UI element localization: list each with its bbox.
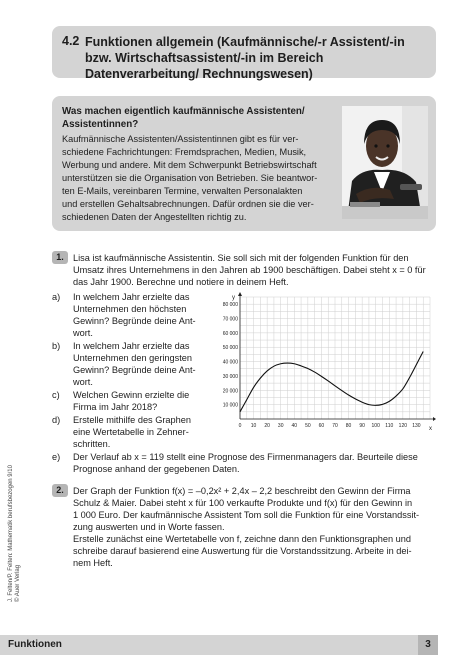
subtask-line: Erstelle mithilfe des Graphen bbox=[73, 415, 191, 425]
intro-line: Werbung und andere. Mit dem Schwerpunkt Betriebswirtschaft bbox=[62, 160, 317, 170]
intro-line: schiedene Fachrichtungen: Fremdsprachen, Medien, Musik, bbox=[62, 147, 307, 157]
section-number: 4.2 bbox=[62, 34, 80, 48]
x-tick-label: 100 bbox=[371, 423, 380, 429]
y-tick-label: 40 000 bbox=[222, 359, 238, 366]
side-credit-line: © Auer Verlag bbox=[15, 564, 21, 602]
x-tick-label: 70 bbox=[332, 423, 338, 429]
task-text-line: Umsatz ihres Unternehmens in den Jahren ab 1900 beschäftigen. Dabei steht x = 0 für bbox=[73, 265, 426, 275]
side-credit bbox=[8, 465, 22, 602]
intro-line: und erstellen Gehaltsabrechnungen. Dafür ordnen sie die ver- bbox=[62, 199, 314, 209]
subtask-line: Unternehmen den geringsten bbox=[73, 353, 193, 363]
subtask-line: Prognose anhand der gegebenen Daten. bbox=[73, 464, 240, 474]
x-tick-label: 10 bbox=[250, 423, 257, 429]
subtask-label: d) bbox=[52, 415, 61, 425]
intro-line: Kaufmännische Assistenten/Assistentinnen gibt es für ver- bbox=[62, 134, 299, 144]
y-axis-label: y bbox=[232, 295, 235, 301]
task-text-line: Lisa ist kaufmännische Assistentin. Sie soll sich mit der folgenden Funktion für den bbox=[73, 253, 409, 263]
x-axis-label: x bbox=[429, 426, 432, 432]
subtask-label: e) bbox=[52, 452, 61, 462]
profit-curve bbox=[240, 352, 423, 412]
task-text-line: Erstelle zunächst eine Wertetabelle von f, zeichne dann den Funktionsgraphen und bbox=[73, 534, 411, 544]
y-tick-label: 80 000 bbox=[222, 302, 238, 309]
task-text-line: Schulz & Maier. Dabei steht x für 100 verkaufte Produkte und f(x) für den Gewinn in bbox=[73, 498, 413, 508]
subtask-line: Gewinn? Begründe deine Ant- bbox=[73, 365, 196, 375]
x-tick-label: 40 bbox=[291, 423, 298, 429]
section-title: Funktionen allgemein (Kaufmännische/-r Assistent/-in bzw. Wirtschaftsassistent/-in im Bereich Datenverarbeitung/ Rechnungswesen) bbox=[85, 35, 405, 81]
x-tick-label: 60 bbox=[318, 423, 325, 429]
subtask-line: wort. bbox=[73, 328, 93, 338]
task-text-line: nem Heft. bbox=[73, 558, 113, 568]
woman-at-desk-photo bbox=[342, 106, 428, 219]
y-tick-label: 60 000 bbox=[222, 330, 238, 337]
x-tick-label: 110 bbox=[385, 423, 394, 429]
task-text-line: Der Graph der Funktion f(x) = –0,2x² + 2,4x – 2,2 beschreibt den Gewinn der Firma bbox=[73, 486, 411, 496]
intro-line: schiedenen Daten der Angestellten richtig zu. bbox=[62, 212, 247, 222]
subtask-line: eine Wertetabelle in Zehner- bbox=[73, 427, 189, 437]
task-text-line: 1 000 Euro. Der kaufmännische Assistent Tom soll die Funktion für eine Vorstandssit- bbox=[73, 510, 420, 520]
task-text-line: zung auswerten und in Worte fassen. bbox=[73, 522, 225, 532]
subtask-line: schritten. bbox=[73, 439, 111, 449]
x-tick-label: 0 bbox=[238, 423, 242, 429]
subtask-line: Unternehmen den höchsten bbox=[73, 304, 187, 314]
x-tick-label: 120 bbox=[398, 423, 408, 429]
footer-chapter-label: Funktionen bbox=[8, 639, 62, 650]
subtask-label: b) bbox=[52, 341, 61, 351]
x-tick-label: 50 bbox=[305, 423, 311, 429]
subtask-line: Firma im Jahr 2018? bbox=[73, 402, 158, 412]
y-tick-label: 10 000 bbox=[222, 402, 238, 409]
subtask-label: c) bbox=[52, 390, 60, 400]
profit-function-graph bbox=[222, 292, 436, 438]
subtask-label: a) bbox=[52, 292, 61, 302]
subtask-line: In welchem Jahr erzielte das bbox=[73, 341, 190, 351]
x-tick-label: 80 bbox=[345, 423, 352, 429]
subtask-line: In welchem Jahr erzielte das bbox=[73, 292, 190, 302]
page-number: 3 bbox=[425, 639, 431, 650]
y-tick-label: 50 000 bbox=[222, 345, 238, 352]
task-text-line: schreibe darauf basierend eine Auswertung für die Vorstandssitzung. Arbeite in dei- bbox=[73, 546, 412, 556]
subtask-line: Gewinn? Begründe deine Ant- bbox=[73, 316, 196, 326]
y-tick-label: 20 000 bbox=[222, 388, 238, 395]
x-tick-label: 130 bbox=[412, 423, 421, 429]
x-tick-label: 20 bbox=[264, 423, 270, 429]
subtask-line: Der Verlauf ab x = 119 stellt eine Prognose des Firmenmanagers dar. Beurteile diese bbox=[73, 452, 418, 462]
side-credit-line: J. Felten/P. Felten: Mathematik berufsbezogen 9/10 bbox=[8, 465, 14, 602]
subtask-line: wort. bbox=[73, 377, 93, 387]
y-axis-arrow bbox=[238, 292, 242, 296]
x-axis-arrow bbox=[433, 417, 436, 421]
task-number-badge: 2. bbox=[52, 484, 68, 497]
intro-line: ten E-Mails, vereinbaren Termine, verwalten Personalakten bbox=[62, 186, 303, 196]
footer-bar bbox=[0, 635, 436, 655]
intro-title: Was machen eigentlich kaufmännische Assistenten/ Assistentinnen? bbox=[62, 106, 305, 130]
x-tick-label: 30 bbox=[277, 423, 284, 429]
task-number-badge: 1. bbox=[52, 251, 68, 264]
subtask-line: Welchen Gewinn erzielte die bbox=[73, 390, 190, 400]
task-text-line: das Jahr 1900. Berechne und notiere in deinem Heft. bbox=[73, 277, 289, 287]
x-tick-label: 90 bbox=[359, 423, 365, 429]
intro-line: unterstützen sie die Organisation von Betrieben. Sie beantwor- bbox=[62, 173, 318, 183]
y-tick-label: 30 000 bbox=[222, 373, 238, 380]
y-tick-label: 70 000 bbox=[222, 316, 238, 323]
